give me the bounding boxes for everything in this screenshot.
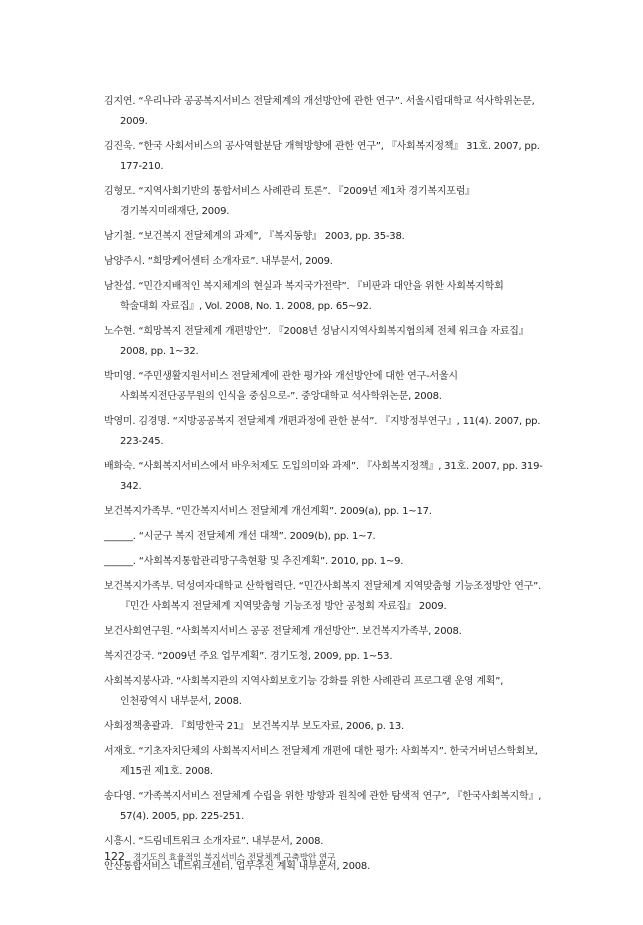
- reference-entry: 박미영. “주민생활지원서비스 전달체계에 관한 평가와 개선방안에 대한 연구-서울시 사회복지전단공무원의 인식을 중심으로-”. 중앙대학교 석사학위논문, 2008.: [104, 371, 458, 402]
- reference-entry: 보건복지가족부. “민간복지서비스 전달체계 개선계획”. 2009(a), pp. 1~17.: [104, 506, 432, 517]
- reference-entry: 사회정책총괄과. 『희망한국 21』 보건복지부 보도자료, 2006, p. 13.: [104, 721, 404, 732]
- reference-entry: 송다영. “가족복지서비스 전달체계 수립을 위한 방향과 원칙에 관한 탐색적 연구”, 『한국사회복지학』, 57(4). 2005, pp. 225-251.: [104, 791, 542, 822]
- page-number: 122: [104, 850, 125, 863]
- reference-entry: 복지건강국. “2009년 주요 업무계획”. 경기도청, 2009, pp. 1~53.: [104, 651, 393, 662]
- reference-entry: 보건복지가족부. 덕성여자대학교 산학협력단. “민간사회복지 전달체계 지역맞춤형 기능조정방안 연구”. 『민간 사회복지 전달체계 지역맞춤형 기능조정 방안 공청회 자료집』 2009.: [104, 581, 542, 612]
- reference-list: [104, 92, 544, 882]
- reference-entry: 김진욱. “한국 사회서비스의 공사역할분담 개혁방향에 관한 연구”, 『사회복지정책』 31호. 2007, pp. 177-210.: [104, 141, 540, 172]
- reference-entry: 김형모. “지역사회기반의 통합서비스 사례관리 토론”. 『2009년 제1차 경기복지포럼』 경기복지미래재단, 2009.: [104, 186, 475, 217]
- reference-entry: 보건사회연구원. “사회복지서비스 공공 전달체계 개선방안”. 보건복지가족부, 2008.: [104, 626, 462, 637]
- page-footer: [104, 850, 335, 863]
- reference-entry: 남찬섭. “민간지배적인 복지체계의 현실과 복지국가전략”. 『비판과 대안을 위한 사회복지학회 학술대회 자료집』, Vol. 2008, No. 1. 2008, pp. 65~92.: [104, 281, 504, 312]
- reference-entry: 남양주시. “희망케어센터 소개자료”. 내부문서, 2009.: [104, 256, 333, 267]
- reference-entry: 서재호. “기초자치단체의 사회복지서비스 전달체계 개편에 대한 평가: 사회복지”. 한국거버넌스학회보, 제15권 제1호. 2008.: [104, 746, 538, 777]
- reference-entry: 김지연. “우리나라 공공복지서비스 전달체계의 개선방안에 관한 연구”. 서울시립대학교 석사학위논문, 2009.: [104, 96, 535, 127]
- reference-entry: 남기철. “보건복지 전달체계의 과제”, 『복지동향』 2003, pp. 35-38.: [104, 231, 405, 242]
- reference-entry: ______. “사회복지통합관리망구축현황 및 추진계획”. 2010, pp. 1~9.: [104, 556, 404, 567]
- reference-entry: 시흥시. “드림네트워크 소개자료”. 내부문서, 2008.: [104, 836, 324, 847]
- reference-entry: 안산통합서비스 네트워크센터. 업무추진 계획 내부문서, 2008.: [104, 861, 371, 872]
- reference-entry: 배화숙. “사회복지서비스에서 바우처제도 도입의미와 과제”. 『사회복지정책』, 31호. 2007, pp. 319-342.: [104, 461, 543, 492]
- running-title: 경기도의 효율적인 복지서비스 전달체계 구축방안 연구: [133, 853, 336, 863]
- reference-entry: 박영미. 김경명. “지방공공복지 전달체계 개편과정에 관한 분석”. 『지방정부연구』, 11(4). 2007, pp. 223-245.: [104, 416, 541, 447]
- reference-entry: 노수현. “희망복지 전달체계 개편방안”. 『2008년 성남시지역사회복지협의체 전체 워크숍 자료집』 2008, pp. 1~32.: [104, 326, 529, 357]
- reference-entry: 사회복지봉사과. “사회복지관의 지역사회보호기능 강화를 위한 사례관리 프로그램 운영 계획”, 인천광역시 내부문서, 2008.: [104, 676, 504, 707]
- reference-entry: ______. “시군구 복지 전달체계 개선 대책”. 2009(b), pp. 1~7.: [104, 531, 376, 542]
